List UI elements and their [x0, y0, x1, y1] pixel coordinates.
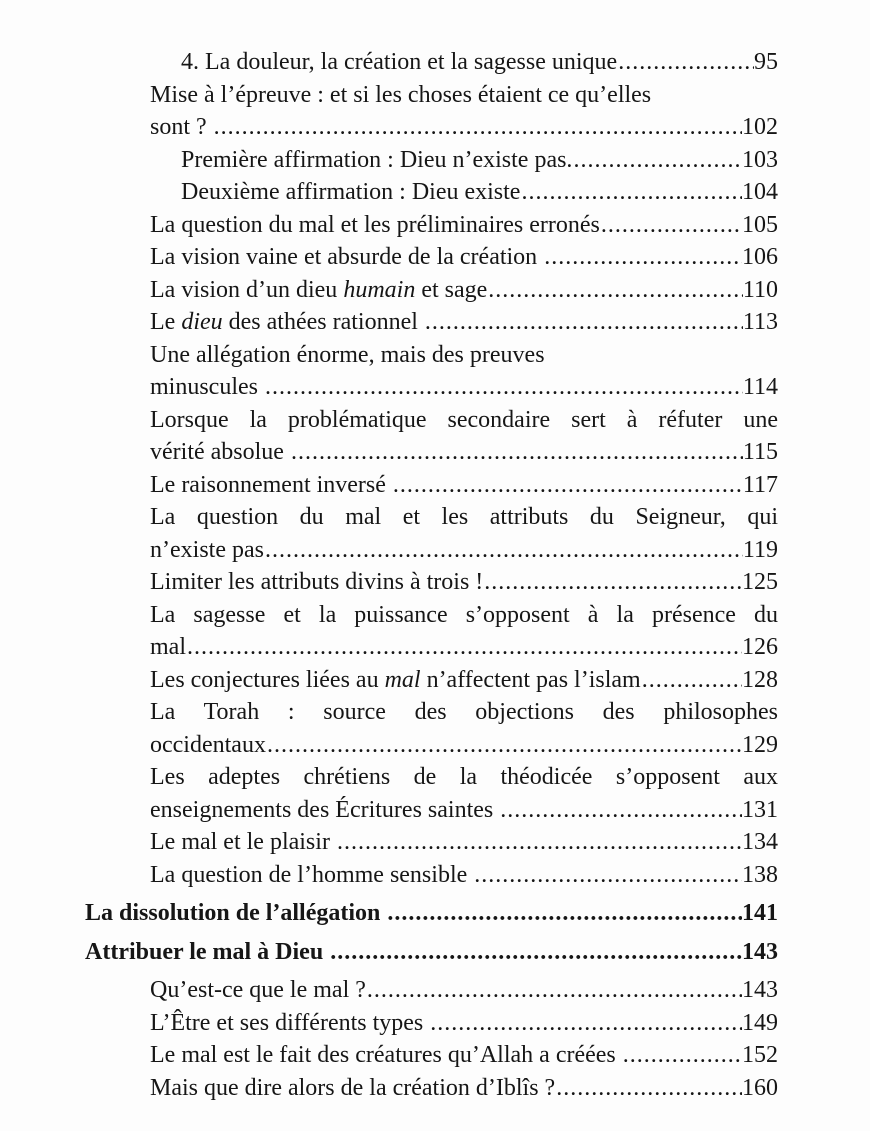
toc-text-segment: Les conjectures liées au: [150, 666, 385, 693]
dot-leader: [329, 936, 742, 969]
toc-text-segment: Mise à l’épreuve : et si les choses étaient ce qu’elles: [150, 81, 652, 108]
toc-entry-title: [150, 82, 651, 108]
toc-entry-line: [150, 599, 778, 632]
toc-entry-title: [181, 144, 572, 177]
toc-entry-title: [85, 897, 386, 930]
toc-entry-line: [150, 79, 778, 112]
toc-entry-line-with-leader: [150, 566, 778, 599]
dot-leader: [336, 826, 742, 859]
toc-entry-line: [150, 404, 778, 437]
toc-entry: [85, 79, 778, 144]
toc-entry-line-with-leader: [150, 631, 778, 664]
toc-entry-title: [150, 504, 778, 530]
toc-entry-line: [150, 339, 778, 372]
toc-entry: [85, 566, 778, 599]
dot-leader: [424, 306, 743, 339]
toc-text-segment: occidentaux: [150, 731, 266, 758]
dot-leader: [186, 631, 742, 664]
toc-entry-line-with-leader: [150, 436, 778, 469]
page-number: 134: [742, 829, 778, 855]
page-number: 102: [742, 114, 778, 140]
dot-leader: [266, 729, 742, 762]
toc-entry-line-with-leader: [150, 371, 778, 404]
toc-entry-title: [150, 699, 778, 725]
toc-text-segment: mal: [150, 634, 186, 660]
toc-entry-title: [150, 729, 266, 762]
dot-leader: [483, 566, 742, 599]
toc-entry-line-with-leader: [150, 1039, 778, 1072]
page-number: 119: [742, 536, 778, 563]
toc-text-segment: enseignements des Écritures saintes: [150, 796, 500, 823]
toc-text-segment: Limiter les attributs divins à trois !: [150, 569, 484, 595]
toc-text-segment: Première affirmation : Dieu n’existe pas.: [181, 146, 573, 173]
toc-text-segment: n’existe pas: [150, 536, 264, 563]
toc-entry: [85, 501, 778, 566]
toc-text-segment: La question de l’homme sensible: [150, 861, 474, 888]
toc-entry: [85, 176, 778, 209]
toc-text-segment: L’Être et ses différents types: [150, 1009, 430, 1036]
dot-leader: [386, 897, 742, 930]
dot-leader: [366, 974, 742, 1007]
dot-leader: [499, 794, 742, 827]
toc-text-segment: La vision vaine et absurde de la création: [150, 244, 544, 270]
toc-entry-line-with-leader: [150, 974, 778, 1007]
toc-entry-title: [150, 602, 778, 628]
toc-entry-line-with-leader: [150, 209, 778, 242]
dot-leader: [264, 371, 743, 404]
toc-entry-title: [150, 436, 290, 469]
toc-entry-line-with-leader: [150, 859, 778, 892]
toc-text-segment: Qu’est-ce que le mal ?: [150, 977, 366, 1003]
toc-text-segment: Lorsque la problématique secondaire sert à réfuter une: [150, 406, 778, 433]
dot-leader: [617, 46, 754, 79]
toc-entry-title: [150, 1039, 622, 1072]
toc-entry: [85, 761, 778, 826]
toc-text-segment: Le: [150, 309, 182, 335]
toc-entry: [85, 274, 778, 307]
toc-entry-line: [150, 696, 778, 729]
toc-text-segment: La question du mal et les attributs du Seigneur, qui: [150, 504, 778, 530]
toc-text-segment-italic: mal: [384, 666, 421, 693]
toc-text-segment-italic: dieu: [181, 309, 223, 335]
toc-entry-line-with-leader: [181, 46, 778, 79]
toc-text-segment: sont ?: [150, 114, 213, 140]
page-number: 141: [742, 900, 778, 926]
toc-entry-line-with-leader: [150, 111, 778, 144]
toc-entry-line-with-leader: [150, 1072, 778, 1105]
page-number: 114: [742, 374, 778, 400]
toc-entry-line-with-leader: [85, 936, 778, 969]
toc-text-segment: La dissolution de l’allégation: [85, 900, 387, 926]
toc-entry-line-with-leader: [181, 144, 778, 177]
toc-entry: [85, 897, 778, 930]
toc-text-segment: des athées rationnel: [222, 309, 424, 335]
page-number: 110: [742, 276, 778, 303]
toc-text-segment: Deuxième affirmation : Dieu existe: [181, 179, 521, 205]
toc-entry: [85, 859, 778, 892]
toc-entry-title: [181, 176, 520, 209]
page-number: 138: [742, 861, 778, 888]
page-number: 106: [742, 244, 778, 270]
dot-leader: [572, 144, 742, 177]
toc-entry-title: [150, 1072, 555, 1105]
toc-entry-title: [150, 241, 543, 274]
toc-entry-line-with-leader: [150, 1007, 778, 1040]
page-number: 115: [742, 439, 778, 465]
toc-entry-title: [150, 631, 186, 664]
toc-list: [85, 46, 778, 1104]
page-number: 131: [742, 796, 778, 823]
toc-entry-title: [150, 859, 473, 892]
toc-text-segment: La question du mal et les préliminaires erronés: [150, 211, 600, 238]
toc-entry-line-with-leader: [150, 826, 778, 859]
toc-entry-title: [85, 936, 329, 969]
dot-leader: [392, 469, 743, 502]
page-number: 129: [742, 731, 778, 758]
dot-leader: [543, 241, 742, 274]
page-number: 95: [754, 49, 778, 75]
dot-leader: [520, 176, 742, 209]
toc-entry: [85, 241, 778, 274]
toc-entry: [85, 696, 778, 761]
toc-entry-title: [150, 566, 483, 599]
page-number: 160: [742, 1074, 778, 1101]
toc-entry-line-with-leader: [85, 897, 778, 930]
toc-entry-title: [150, 111, 213, 144]
toc-text-segment: minuscules: [150, 374, 264, 400]
toc-text-segment: La vision d’un dieu: [150, 276, 344, 303]
toc-entry: [85, 1007, 778, 1040]
toc-entry-title: [150, 209, 600, 242]
toc-entry-title: [150, 274, 487, 307]
toc-text-segment: 4. La douleur, la création et la sagesse unique: [181, 49, 618, 75]
page-number: 103: [742, 146, 778, 173]
toc-text-segment: La Torah : source des objections des philosophes: [150, 699, 778, 725]
toc-entry-title: [150, 764, 778, 790]
toc-entry: [85, 826, 778, 859]
toc-entry: [85, 1039, 778, 1072]
toc-text-segment: vérité absolue: [150, 439, 290, 465]
toc-entry-title: [150, 974, 366, 1007]
page-number: 105: [742, 211, 778, 238]
page-number: 126: [742, 634, 778, 660]
toc-entry: [85, 404, 778, 469]
toc-entry-line: [150, 761, 778, 794]
toc-entry: [85, 974, 778, 1007]
toc-entry-line-with-leader: [150, 274, 778, 307]
toc-entry-title: [150, 826, 336, 859]
toc-entry-line-with-leader: [150, 664, 778, 697]
toc-entry-title: [150, 534, 264, 567]
toc-entry-line-with-leader: [150, 241, 778, 274]
toc-text-segment: Attribuer le mal à Dieu: [85, 938, 330, 965]
page-number: 128: [742, 666, 778, 693]
toc-entry-title: [150, 306, 424, 339]
toc-entry-title: [150, 664, 641, 697]
toc-text-segment-italic: humain: [343, 276, 416, 303]
dot-leader: [641, 664, 742, 697]
dot-leader: [473, 859, 742, 892]
dot-leader: [555, 1072, 742, 1105]
toc-entry-line-with-leader: [181, 176, 778, 209]
toc-text-segment: Le raisonnement inversé: [150, 471, 392, 498]
page-number: 152: [742, 1042, 778, 1068]
toc-text-segment: Le mal est le fait des créatures qu’Allah a créées: [150, 1042, 622, 1068]
page-number: 113: [742, 309, 778, 335]
toc-entry-title: [150, 469, 392, 502]
dot-leader: [622, 1039, 742, 1072]
toc-entry-title: [150, 342, 545, 368]
toc-entry-line-with-leader: [150, 729, 778, 762]
dot-leader: [487, 274, 743, 307]
toc-entry-line-with-leader: [150, 469, 778, 502]
toc-entry: [85, 209, 778, 242]
toc-entry-title: [150, 371, 264, 404]
dot-leader: [264, 534, 743, 567]
toc-entry-line-with-leader: [150, 306, 778, 339]
toc-entry: [85, 664, 778, 697]
toc-text-segment: Le mal et le plaisir: [150, 829, 336, 855]
toc-text-segment: Les adeptes chrétiens de la théodicée s’opposent aux: [150, 764, 778, 790]
toc-text-segment: n’affectent pas l’islam: [420, 666, 641, 693]
toc-entry: [85, 306, 778, 339]
dot-leader: [429, 1007, 742, 1040]
toc-entry: [85, 339, 778, 404]
toc-entry-title: [181, 46, 617, 79]
toc-entry: [85, 599, 778, 664]
toc-entry-title: [150, 794, 499, 827]
toc-entry: [85, 1072, 778, 1105]
toc-entry: [85, 469, 778, 502]
page-number: 143: [742, 938, 778, 965]
toc-text-segment: Une allégation énorme, mais des preuves: [150, 341, 545, 368]
toc-entry-line-with-leader: [150, 534, 778, 567]
toc-entry-title: [150, 1007, 429, 1040]
toc-entry: [85, 936, 778, 969]
page-number: 104: [742, 179, 778, 205]
toc-text-segment: La sagesse et la puissance s’opposent à la présence du: [150, 601, 778, 628]
page-number: 125: [742, 569, 778, 595]
dot-leader: [600, 209, 742, 242]
toc-entry-title: [150, 407, 778, 433]
dot-leader: [213, 111, 742, 144]
toc-entry: [85, 144, 778, 177]
page-number: 143: [742, 977, 778, 1003]
toc-entry: [85, 46, 778, 79]
dot-leader: [290, 436, 743, 469]
toc-entry-line: [150, 501, 778, 534]
toc-entry-line-with-leader: [150, 794, 778, 827]
page-number: 149: [742, 1009, 778, 1036]
toc-text-segment: et sage: [415, 276, 488, 303]
toc-text-segment: Mais que dire alors de la création d’Iblîs ?: [150, 1074, 556, 1101]
page-number: 117: [742, 471, 778, 498]
